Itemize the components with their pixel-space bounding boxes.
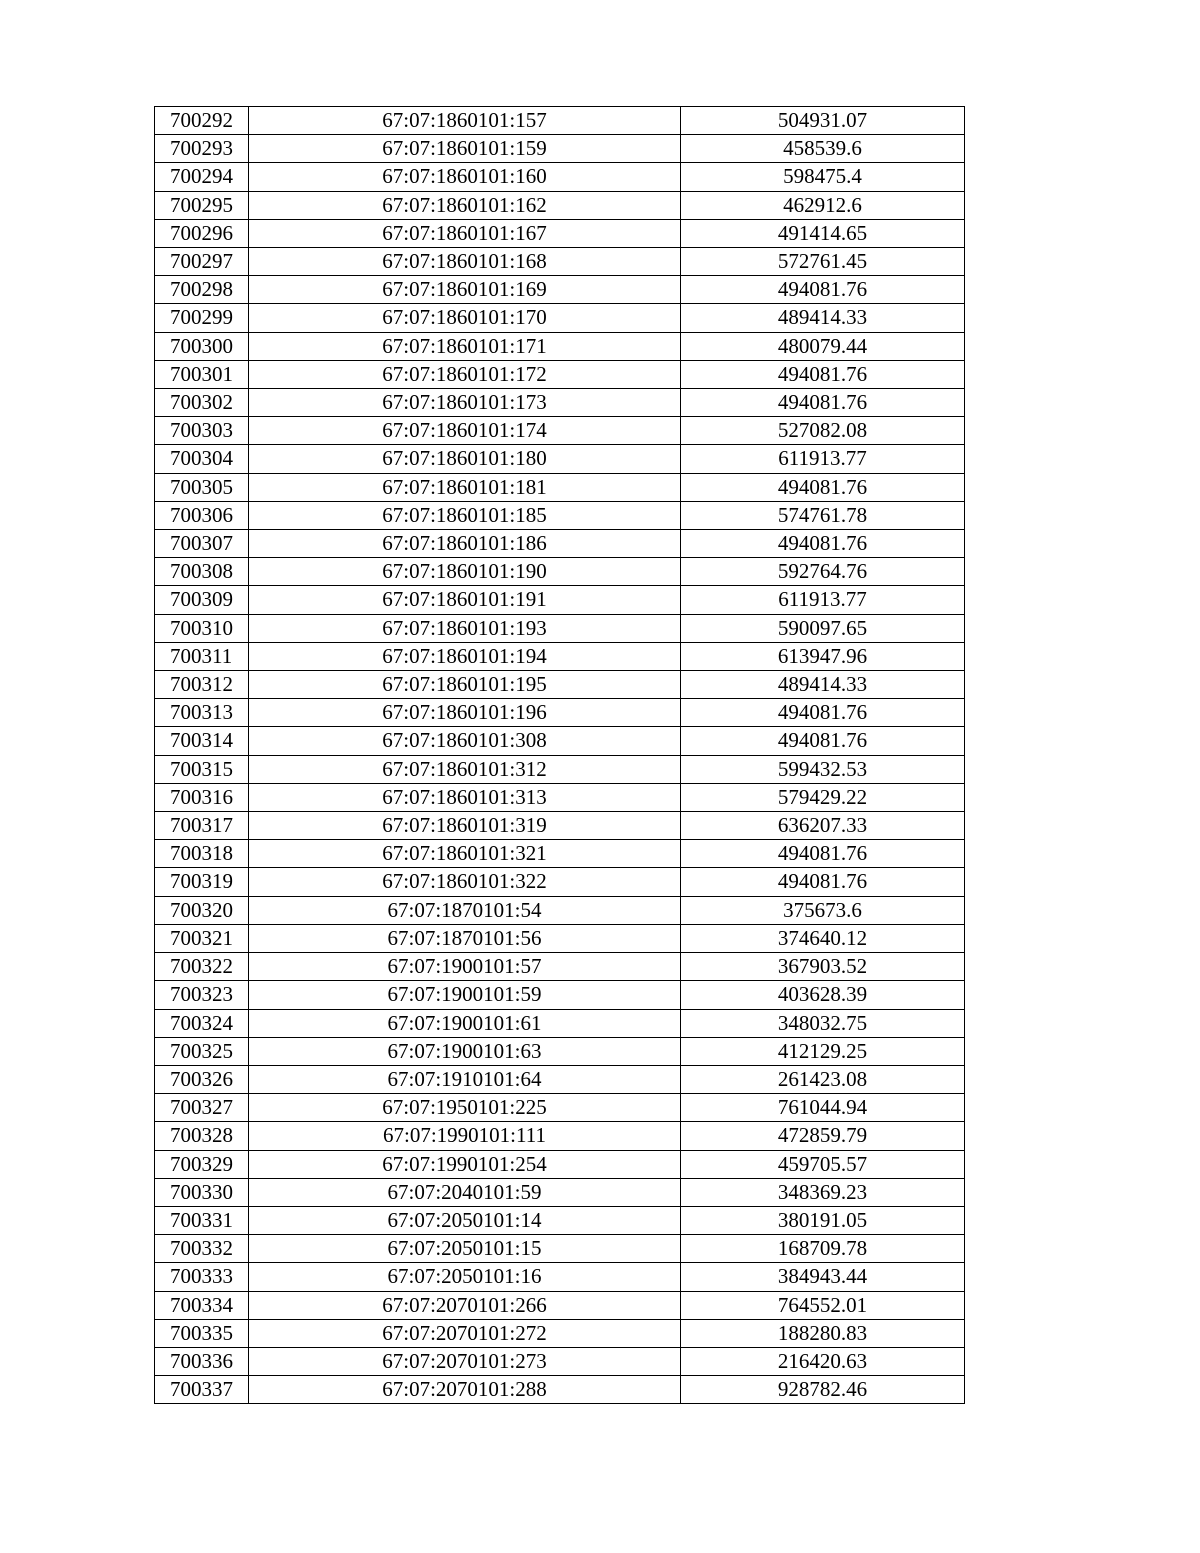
value-cell: 412129.25 xyxy=(681,1037,965,1065)
value-cell: 480079.44 xyxy=(681,332,965,360)
value-cell: 494081.76 xyxy=(681,699,965,727)
row-id-cell: 700316 xyxy=(155,783,249,811)
cadastral-number-cell: 67:07:1990101:111 xyxy=(249,1122,681,1150)
value-cell: 494081.76 xyxy=(681,530,965,558)
row-id-cell: 700313 xyxy=(155,699,249,727)
cadastral-number-cell: 67:07:1860101:191 xyxy=(249,586,681,614)
row-id-cell: 700304 xyxy=(155,445,249,473)
cadastral-number-cell: 67:07:1860101:185 xyxy=(249,501,681,529)
cadastral-number-cell: 67:07:1860101:174 xyxy=(249,417,681,445)
table-row xyxy=(155,699,965,727)
table-row xyxy=(155,389,965,417)
value-cell: 462912.6 xyxy=(681,191,965,219)
cadastral-number-cell: 67:07:1860101:190 xyxy=(249,558,681,586)
row-id-cell: 700328 xyxy=(155,1122,249,1150)
cadastral-number-cell: 67:07:2040101:59 xyxy=(249,1178,681,1206)
row-id-cell: 700319 xyxy=(155,868,249,896)
row-id-cell: 700307 xyxy=(155,530,249,558)
value-cell: 572761.45 xyxy=(681,248,965,276)
table-row xyxy=(155,135,965,163)
value-cell: 574761.78 xyxy=(681,501,965,529)
cadastral-number-cell: 67:07:1860101:167 xyxy=(249,219,681,247)
row-id-cell: 700318 xyxy=(155,840,249,868)
value-cell: 458539.6 xyxy=(681,135,965,163)
row-id-cell: 700311 xyxy=(155,642,249,670)
cadastral-number-cell: 67:07:2050101:15 xyxy=(249,1235,681,1263)
value-cell: 611913.77 xyxy=(681,586,965,614)
value-cell: 489414.33 xyxy=(681,304,965,332)
value-cell: 636207.33 xyxy=(681,812,965,840)
value-cell: 494081.76 xyxy=(681,840,965,868)
row-id-cell: 700336 xyxy=(155,1347,249,1375)
table-row xyxy=(155,1263,965,1291)
value-cell: 375673.6 xyxy=(681,896,965,924)
value-cell: 494081.76 xyxy=(681,276,965,304)
table-row xyxy=(155,558,965,586)
value-cell: 527082.08 xyxy=(681,417,965,445)
row-id-cell: 700299 xyxy=(155,304,249,332)
cadastral-number-cell: 67:07:1860101:194 xyxy=(249,642,681,670)
cadastral-number-cell: 67:07:2070101:273 xyxy=(249,1347,681,1375)
value-cell: 459705.57 xyxy=(681,1150,965,1178)
cadastral-number-cell: 67:07:1910101:64 xyxy=(249,1065,681,1093)
cadastral-number-cell: 67:07:1870101:56 xyxy=(249,924,681,952)
table-row xyxy=(155,501,965,529)
cadastral-number-cell: 67:07:2070101:266 xyxy=(249,1291,681,1319)
value-cell: 761044.94 xyxy=(681,1094,965,1122)
row-id-cell: 700332 xyxy=(155,1235,249,1263)
table-row xyxy=(155,1094,965,1122)
row-id-cell: 700330 xyxy=(155,1178,249,1206)
value-cell: 489414.33 xyxy=(681,671,965,699)
cadastral-number-cell: 67:07:1860101:169 xyxy=(249,276,681,304)
value-cell: 380191.05 xyxy=(681,1206,965,1234)
cadastral-number-cell: 67:07:1860101:159 xyxy=(249,135,681,163)
row-id-cell: 700300 xyxy=(155,332,249,360)
row-id-cell: 700297 xyxy=(155,248,249,276)
table-row xyxy=(155,473,965,501)
row-id-cell: 700310 xyxy=(155,614,249,642)
cadastral-number-cell: 67:07:1860101:193 xyxy=(249,614,681,642)
cadastral-number-cell: 67:07:1990101:254 xyxy=(249,1150,681,1178)
cadastral-number-cell: 67:07:1900101:59 xyxy=(249,981,681,1009)
row-id-cell: 700333 xyxy=(155,1263,249,1291)
table-row xyxy=(155,332,965,360)
value-cell: 168709.78 xyxy=(681,1235,965,1263)
table-row xyxy=(155,755,965,783)
row-id-cell: 700324 xyxy=(155,1009,249,1037)
value-cell: 494081.76 xyxy=(681,727,965,755)
cadastral-number-cell: 67:07:1860101:157 xyxy=(249,107,681,135)
value-cell: 599432.53 xyxy=(681,755,965,783)
cadastral-number-cell: 67:07:2050101:14 xyxy=(249,1206,681,1234)
table-row xyxy=(155,417,965,445)
cadastral-number-cell: 67:07:2070101:272 xyxy=(249,1319,681,1347)
table-row xyxy=(155,812,965,840)
table-row xyxy=(155,1376,965,1404)
table-row xyxy=(155,1291,965,1319)
table-row xyxy=(155,1347,965,1375)
row-id-cell: 700293 xyxy=(155,135,249,163)
row-id-cell: 700309 xyxy=(155,586,249,614)
row-id-cell: 700325 xyxy=(155,1037,249,1065)
table-row xyxy=(155,614,965,642)
cadastral-number-cell: 67:07:1860101:319 xyxy=(249,812,681,840)
table-row xyxy=(155,107,965,135)
table-row xyxy=(155,1319,965,1347)
value-cell: 928782.46 xyxy=(681,1376,965,1404)
row-id-cell: 700305 xyxy=(155,473,249,501)
row-id-cell: 700298 xyxy=(155,276,249,304)
cadastral-number-cell: 67:07:1870101:54 xyxy=(249,896,681,924)
row-id-cell: 700326 xyxy=(155,1065,249,1093)
table-row xyxy=(155,1122,965,1150)
value-cell: 590097.65 xyxy=(681,614,965,642)
table-row xyxy=(155,840,965,868)
row-id-cell: 700317 xyxy=(155,812,249,840)
row-id-cell: 700302 xyxy=(155,389,249,417)
value-cell: 504931.07 xyxy=(681,107,965,135)
row-id-cell: 700306 xyxy=(155,501,249,529)
row-id-cell: 700322 xyxy=(155,953,249,981)
cadastral-number-cell: 67:07:1860101:322 xyxy=(249,868,681,896)
table-row xyxy=(155,1065,965,1093)
row-id-cell: 700292 xyxy=(155,107,249,135)
cadastral-number-cell: 67:07:1860101:321 xyxy=(249,840,681,868)
table-row xyxy=(155,671,965,699)
value-cell: 494081.76 xyxy=(681,389,965,417)
table-row xyxy=(155,868,965,896)
row-id-cell: 700301 xyxy=(155,360,249,388)
table-row xyxy=(155,445,965,473)
value-cell: 764552.01 xyxy=(681,1291,965,1319)
row-id-cell: 700314 xyxy=(155,727,249,755)
table-row xyxy=(155,248,965,276)
data-table xyxy=(154,106,965,1404)
table-body xyxy=(155,107,965,1404)
table-row xyxy=(155,1206,965,1234)
cadastral-number-cell: 67:07:1900101:61 xyxy=(249,1009,681,1037)
table-row xyxy=(155,642,965,670)
cadastral-number-cell: 67:07:1900101:57 xyxy=(249,953,681,981)
row-id-cell: 700337 xyxy=(155,1376,249,1404)
value-cell: 261423.08 xyxy=(681,1065,965,1093)
table-row xyxy=(155,727,965,755)
row-id-cell: 700295 xyxy=(155,191,249,219)
table-row xyxy=(155,1009,965,1037)
table-row xyxy=(155,586,965,614)
table-row xyxy=(155,1178,965,1206)
table-row xyxy=(155,276,965,304)
row-id-cell: 700320 xyxy=(155,896,249,924)
value-cell: 579429.22 xyxy=(681,783,965,811)
value-cell: 348369.23 xyxy=(681,1178,965,1206)
row-id-cell: 700327 xyxy=(155,1094,249,1122)
cadastral-number-cell: 67:07:1860101:172 xyxy=(249,360,681,388)
cadastral-number-cell: 67:07:1860101:313 xyxy=(249,783,681,811)
cadastral-number-cell: 67:07:1860101:195 xyxy=(249,671,681,699)
cadastral-number-cell: 67:07:1860101:170 xyxy=(249,304,681,332)
value-cell: 592764.76 xyxy=(681,558,965,586)
value-cell: 494081.76 xyxy=(681,473,965,501)
row-id-cell: 700315 xyxy=(155,755,249,783)
cadastral-number-cell: 67:07:1860101:171 xyxy=(249,332,681,360)
table-row xyxy=(155,953,965,981)
cadastral-number-cell: 67:07:1860101:312 xyxy=(249,755,681,783)
value-cell: 188280.83 xyxy=(681,1319,965,1347)
table-row xyxy=(155,163,965,191)
table-row xyxy=(155,1037,965,1065)
row-id-cell: 700303 xyxy=(155,417,249,445)
cadastral-number-cell: 67:07:1860101:160 xyxy=(249,163,681,191)
value-cell: 613947.96 xyxy=(681,642,965,670)
value-cell: 472859.79 xyxy=(681,1122,965,1150)
value-cell: 403628.39 xyxy=(681,981,965,1009)
table-row xyxy=(155,219,965,247)
value-cell: 348032.75 xyxy=(681,1009,965,1037)
table-row xyxy=(155,360,965,388)
cadastral-number-cell: 67:07:1900101:63 xyxy=(249,1037,681,1065)
cadastral-number-cell: 67:07:1860101:180 xyxy=(249,445,681,473)
cadastral-number-cell: 67:07:1860101:186 xyxy=(249,530,681,558)
cadastral-number-cell: 67:07:1860101:196 xyxy=(249,699,681,727)
row-id-cell: 700308 xyxy=(155,558,249,586)
row-id-cell: 700312 xyxy=(155,671,249,699)
table-row xyxy=(155,304,965,332)
row-id-cell: 700321 xyxy=(155,924,249,952)
row-id-cell: 700335 xyxy=(155,1319,249,1347)
row-id-cell: 700323 xyxy=(155,981,249,1009)
cadastral-number-cell: 67:07:1860101:181 xyxy=(249,473,681,501)
value-cell: 367903.52 xyxy=(681,953,965,981)
cadastral-number-cell: 67:07:1860101:308 xyxy=(249,727,681,755)
cadastral-number-cell: 67:07:1860101:162 xyxy=(249,191,681,219)
cadastral-number-cell: 67:07:1860101:168 xyxy=(249,248,681,276)
table-row xyxy=(155,530,965,558)
row-id-cell: 700294 xyxy=(155,163,249,191)
cadastral-number-cell: 67:07:2070101:288 xyxy=(249,1376,681,1404)
value-cell: 494081.76 xyxy=(681,360,965,388)
value-cell: 494081.76 xyxy=(681,868,965,896)
table-row xyxy=(155,981,965,1009)
value-cell: 384943.44 xyxy=(681,1263,965,1291)
row-id-cell: 700296 xyxy=(155,219,249,247)
table-row xyxy=(155,1150,965,1178)
value-cell: 491414.65 xyxy=(681,219,965,247)
cadastral-number-cell: 67:07:1950101:225 xyxy=(249,1094,681,1122)
row-id-cell: 700334 xyxy=(155,1291,249,1319)
cadastral-number-cell: 67:07:1860101:173 xyxy=(249,389,681,417)
row-id-cell: 700329 xyxy=(155,1150,249,1178)
table-row xyxy=(155,896,965,924)
cadastral-number-cell: 67:07:2050101:16 xyxy=(249,1263,681,1291)
table-row xyxy=(155,1235,965,1263)
value-cell: 374640.12 xyxy=(681,924,965,952)
value-cell: 611913.77 xyxy=(681,445,965,473)
value-cell: 598475.4 xyxy=(681,163,965,191)
value-cell: 216420.63 xyxy=(681,1347,965,1375)
table-row xyxy=(155,783,965,811)
table-row xyxy=(155,191,965,219)
table-row xyxy=(155,924,965,952)
row-id-cell: 700331 xyxy=(155,1206,249,1234)
